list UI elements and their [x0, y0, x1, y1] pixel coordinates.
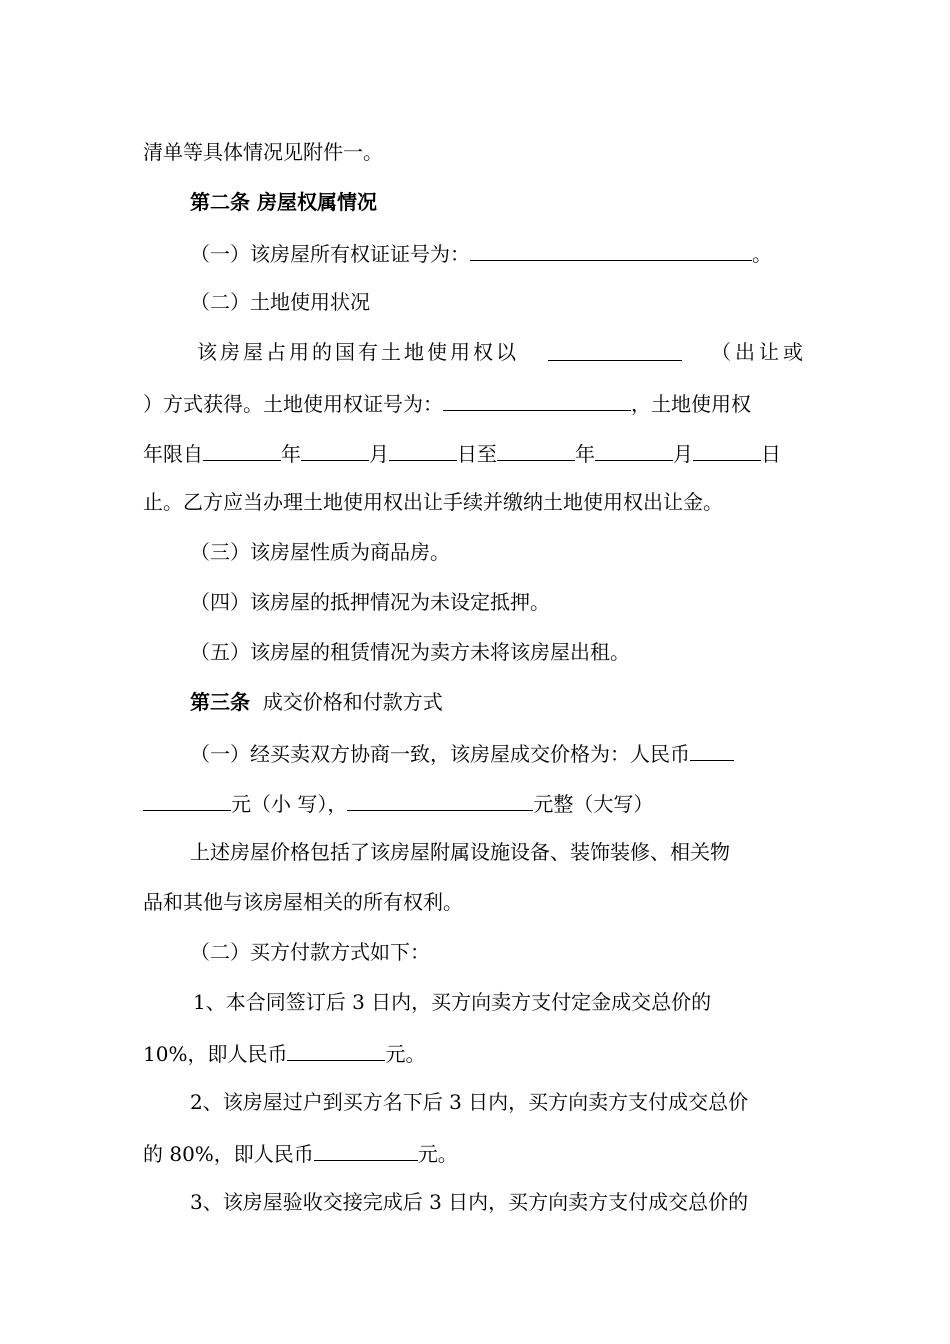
text-line [193, 988, 857, 1016]
blank-field[interactable] [690, 738, 734, 761]
blank-field[interactable] [693, 438, 761, 461]
paragraph-text: 清单等具体情况见附件一。 [143, 140, 383, 164]
label-text: 元整（大写） [533, 792, 654, 816]
transfer-payment-line [143, 1138, 807, 1168]
label-text: （一）该房屋所有权证证号为： [190, 242, 470, 266]
label-text: 10%，即人民币 [143, 1042, 288, 1066]
label-text: 的 80%，即人民币 [143, 1142, 314, 1166]
text-line [143, 488, 807, 516]
label-text: 年限自 [143, 442, 203, 466]
label-text: ，土地使用权 [631, 392, 751, 416]
section-heading-3 [190, 688, 854, 716]
paragraph-text: 上述房屋价格包括了该房屋附属设施设备、装饰装修、相关物 [190, 840, 730, 864]
label-text: 年 [281, 442, 301, 466]
blank-field[interactable] [347, 788, 533, 811]
blank-field[interactable] [301, 438, 369, 461]
text-line [190, 288, 854, 316]
deposit-line [143, 1038, 807, 1068]
price-line-1 [190, 738, 854, 768]
text-line [143, 888, 807, 916]
heading-text: 第三条 [190, 690, 250, 714]
label-text: 。 [752, 242, 772, 266]
label-text: 元（小 写）， [231, 792, 348, 816]
text-line [190, 1088, 854, 1116]
label-text: 月 [369, 442, 389, 466]
paragraph-text: （二）买方付款方式如下： [190, 940, 430, 964]
blank-field[interactable] [389, 438, 457, 461]
label-text: （出让或 [711, 340, 807, 364]
blank-field[interactable] [203, 438, 281, 461]
price-line-2 [143, 788, 807, 818]
text-line [143, 138, 807, 166]
paragraph-text: 止。乙方应当办理土地使用权出让手续并缴纳土地使用权出让金。 [143, 490, 723, 514]
term-line [143, 438, 807, 468]
text-line [190, 538, 854, 566]
blank-field[interactable] [548, 338, 682, 361]
heading-text: 第二条 房屋权属情况 [190, 190, 377, 214]
text-line [190, 938, 854, 966]
label-text: 日至 [457, 442, 497, 466]
text-line [190, 638, 854, 666]
label-text: （一）经买卖双方协商一致，该房屋成交价格为：人民币 [190, 742, 690, 766]
label-text: 月 [673, 442, 693, 466]
text-line [190, 1188, 854, 1216]
label-text: 该房屋占用的国有土地使用权以 [197, 340, 519, 364]
paragraph-text: 2、该房屋过户到买方名下后 3 日内，买方向卖方支付成交总价 [190, 1090, 749, 1114]
label-text: 元。 [385, 1042, 426, 1066]
paragraph-text: 1、本合同签订后 3 日内，买方向卖方支付定金成交总价的 [193, 990, 712, 1014]
blank-field[interactable] [287, 1038, 385, 1061]
heading-text: 成交价格和付款方式 [262, 690, 443, 714]
blank-field[interactable] [470, 238, 752, 261]
blank-field[interactable] [497, 438, 575, 461]
label-text: 日 [761, 442, 781, 466]
paragraph-text: 品和其他与该房屋相关的所有权利。 [143, 890, 463, 914]
subheading-text: （二）土地使用状况 [190, 290, 370, 314]
blank-field[interactable] [443, 388, 631, 411]
paragraph-text: 3、该房屋验收交接完成后 3 日内，买方向卖方支付成交总价的 [190, 1190, 749, 1214]
label-text: ）方式获得。土地使用权证号为： [143, 392, 443, 416]
blank-field[interactable] [314, 1138, 418, 1161]
ownership-cert-line [190, 238, 854, 268]
paragraph-text: （四）该房屋的抵押情况为未设定抵押。 [190, 590, 550, 614]
land-use-line [197, 338, 807, 366]
text-line [190, 588, 854, 616]
paragraph-text: （五）该房屋的租赁情况为卖方未将该房屋出租。 [190, 640, 630, 664]
paragraph-text: （三）该房屋性质为商品房。 [190, 540, 450, 564]
label-text: 年 [575, 442, 595, 466]
land-cert-line [143, 388, 807, 418]
label-text: 元。 [417, 1142, 458, 1166]
section-heading-2 [190, 188, 854, 216]
blank-field[interactable] [595, 438, 673, 461]
blank-field[interactable] [143, 788, 231, 811]
text-line [190, 838, 854, 866]
